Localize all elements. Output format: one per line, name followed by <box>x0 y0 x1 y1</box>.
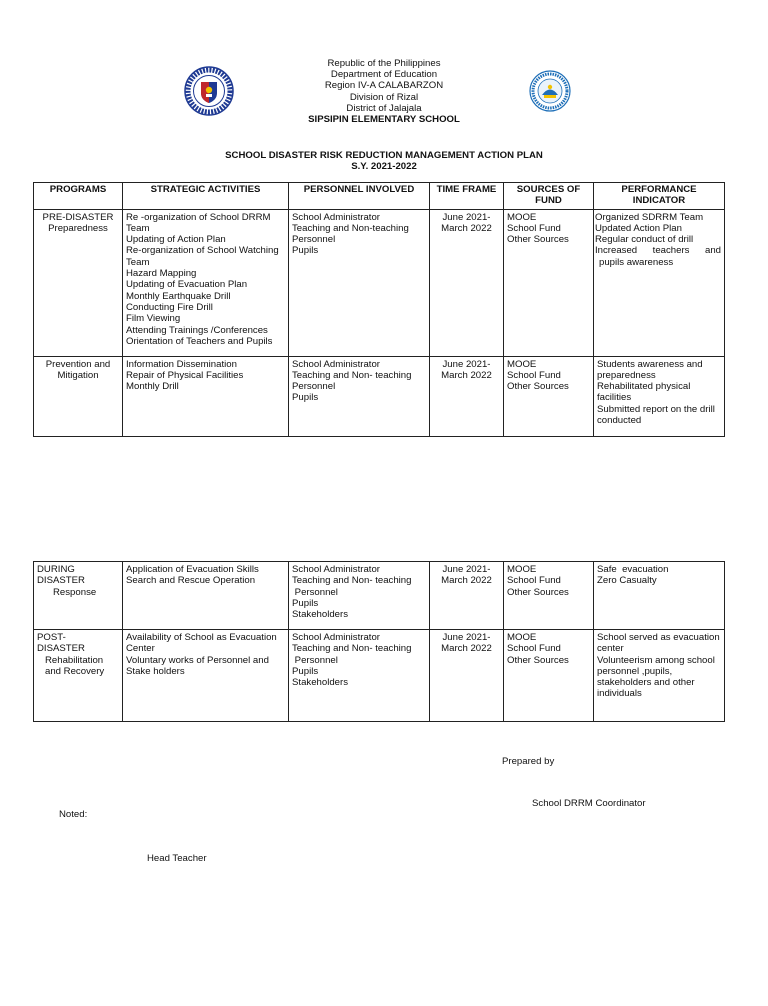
personnel-item: Pupils <box>292 597 319 609</box>
table-row <box>34 630 725 722</box>
indicator-item: Regular conduct of drill <box>595 234 694 246</box>
fund-item: School Fund <box>507 222 561 234</box>
indicator-item: Updated Action Plan <box>595 222 682 234</box>
col-header-time-frame: TIME FRAME <box>430 183 504 210</box>
program-subtitle: and Recovery <box>45 665 105 677</box>
program-name: PRE-DISASTER <box>42 211 114 223</box>
time-frame-cell <box>430 562 504 630</box>
prepared-by-label: Prepared by <box>502 756 555 767</box>
fund-item: Other Sources <box>507 234 569 246</box>
coordinator-title: School DRRM Coordinator <box>532 798 646 809</box>
time-frame-start: June 2021- <box>442 211 491 223</box>
header-line-district: District of Jalajala <box>346 102 422 114</box>
title-line: SCHOOL DISASTER RISK REDUCTION MANAGEMENT ACTION PLAN <box>225 150 543 161</box>
indicator-item: Safe evacuation <box>597 564 669 575</box>
personnel-item: Teaching and Non- teaching <box>292 575 412 587</box>
program-name: POST- <box>37 632 66 643</box>
time-frame-start: June 2021- <box>442 564 491 575</box>
fund-item: MOOE <box>507 632 537 643</box>
personnel-item: Stakeholders <box>292 677 348 689</box>
time-frame-end: March 2022 <box>441 643 492 655</box>
col-header-performance-indicator: PERFORMANCE INDICATOR <box>594 183 725 210</box>
funds-cell <box>504 562 594 630</box>
head-teacher-title: Head Teacher <box>147 853 207 864</box>
col-header-sources-of-fund: SOURCES OF FUND <box>504 183 594 210</box>
funds-cell <box>504 209 594 356</box>
personnel-item: Pupils <box>292 245 319 257</box>
col-header-personnel: PERSONNEL INVOLVED <box>289 183 430 210</box>
program-name: DURING <box>37 564 75 575</box>
activity-item: Orientation of Teachers and Pupils <box>126 335 273 347</box>
personnel-item: Stakeholders <box>292 609 348 621</box>
activity-item: Updating of Action Plan <box>126 234 226 246</box>
time-frame-start: June 2021- <box>442 358 491 370</box>
personnel-item: Pupils <box>292 665 319 677</box>
fund-item: MOOE <box>507 564 537 575</box>
header-line-division: Division of Rizal <box>349 91 419 103</box>
indicator-cell <box>594 562 725 630</box>
time-frame-end: March 2022 <box>441 575 492 587</box>
indicator-item: Students awareness and preparedness <box>597 358 703 381</box>
personnel-item: Pupils <box>292 392 319 404</box>
program-subtitle: Response <box>53 586 97 598</box>
action-plan-table-part1 <box>33 182 725 437</box>
indicator-cell <box>594 209 725 356</box>
activity-item: Re-organization of School Watching Team <box>126 245 279 268</box>
program-cell <box>34 209 123 356</box>
document-title <box>0 150 768 173</box>
activity-item: Film Viewing <box>126 313 181 325</box>
time-frame-cell <box>430 209 504 356</box>
header-line-department: Department of Education <box>330 69 438 81</box>
funds-cell <box>504 356 594 436</box>
time-frame-cell <box>430 356 504 436</box>
program-subtitle: Mitigation <box>57 369 99 381</box>
header-line-republic: Republic of the Philippines <box>327 58 441 69</box>
program-name: DISASTER <box>37 575 85 587</box>
indicator-item: Volunteerism among school personnel ,pupils, stakeholders and other individuals <box>597 654 715 700</box>
time-frame-start: June 2021- <box>442 632 491 643</box>
activities-cell <box>123 562 289 630</box>
fund-item: School Fund <box>507 369 561 381</box>
personnel-item: School Administrator <box>292 564 380 575</box>
table-row <box>34 356 725 436</box>
indicator-item: Rehabilitated physical facilities <box>597 381 691 404</box>
fund-item: MOOE <box>507 211 537 223</box>
header-line-region: Region IV-A CALABARZON <box>324 80 444 92</box>
personnel-cell <box>289 356 430 436</box>
header-school-name: SIPSIPIN ELEMENTARY SCHOOL <box>308 114 460 126</box>
personnel-item: School Administrator <box>292 358 380 370</box>
indicator-item: Submitted report on the drill conducted <box>597 403 715 427</box>
col-header-programs: PROGRAMS <box>34 183 123 210</box>
personnel-item: School Administrator <box>292 211 380 223</box>
noted-label: Noted: <box>59 809 88 820</box>
time-frame-end: March 2022 <box>441 222 492 234</box>
program-subtitle: Preparedness <box>48 222 108 234</box>
time-frame-cell <box>430 630 504 722</box>
activity-item: Updating of Evacuation Plan <box>126 279 248 291</box>
indicator-item: pupils awareness <box>599 256 674 268</box>
col-header-activities: STRATEGIC ACTIVITIES <box>123 183 289 210</box>
activity-item: Application of Evacuation Skills <box>126 564 259 575</box>
school-year: S.Y. 2021-2022 <box>351 161 417 173</box>
program-name: DISASTER <box>37 643 85 655</box>
fund-item: Other Sources <box>507 586 569 598</box>
indicator-item: School served as evacuation center <box>597 632 720 655</box>
indicator-item: Increased teachers and <box>595 245 721 257</box>
program-cell <box>34 630 123 722</box>
fund-item: Other Sources <box>507 381 569 393</box>
fund-item: MOOE <box>507 358 537 370</box>
activities-cell <box>123 209 289 356</box>
indicator-item: Organized SDRRM Team <box>595 211 704 223</box>
personnel-item: Personnel <box>292 654 338 666</box>
personnel-item: Teaching and Non- teaching Personnel <box>292 369 412 393</box>
activity-item: Monthly Drill <box>126 381 179 393</box>
indicator-cell <box>594 630 725 722</box>
program-cell <box>34 562 123 630</box>
fund-item: School Fund <box>507 643 561 655</box>
personnel-item: Teaching and Non- teaching <box>292 643 412 655</box>
action-plan-table-part2 <box>33 561 725 722</box>
activity-item: Attending Trainings /Conferences <box>126 324 268 336</box>
fund-item: School Fund <box>507 575 561 587</box>
personnel-cell <box>289 630 430 722</box>
funds-cell <box>504 630 594 722</box>
activity-item: Information Dissemination <box>126 358 237 370</box>
activity-item: Conducting Fire Drill <box>126 301 213 313</box>
program-subtitle: Rehabilitation <box>45 654 104 666</box>
activity-item: Availability of School as Evacuation Center <box>126 632 277 655</box>
personnel-cell <box>289 209 430 356</box>
document-header <box>0 58 768 125</box>
table-row <box>34 209 725 356</box>
activity-item: Voluntary works of Personnel and Stake holders <box>126 654 269 677</box>
personnel-cell <box>289 562 430 630</box>
program-cell <box>34 356 123 436</box>
table-header-row <box>34 183 725 210</box>
activity-item: Hazard Mapping <box>126 268 197 280</box>
activities-cell <box>123 356 289 436</box>
personnel-item: Personnel <box>292 586 338 598</box>
personnel-item: School Administrator <box>292 632 380 643</box>
activities-cell <box>123 630 289 722</box>
indicator-item: Zero Casualty <box>597 575 657 587</box>
fund-item: Other Sources <box>507 654 569 666</box>
activity-item: Re -organization of School DRRM Team <box>126 211 271 234</box>
activity-item: Repair of Physical Facilities <box>126 369 244 381</box>
activity-item: Search and Rescue Operation <box>126 575 256 587</box>
program-name: Prevention and <box>45 358 111 370</box>
personnel-item: Teaching and Non-teaching Personnel <box>292 222 409 246</box>
indicator-cell <box>594 356 725 436</box>
table-row <box>34 562 725 630</box>
activity-item: Monthly Earthquake Drill <box>126 290 231 302</box>
time-frame-end: March 2022 <box>441 369 492 381</box>
